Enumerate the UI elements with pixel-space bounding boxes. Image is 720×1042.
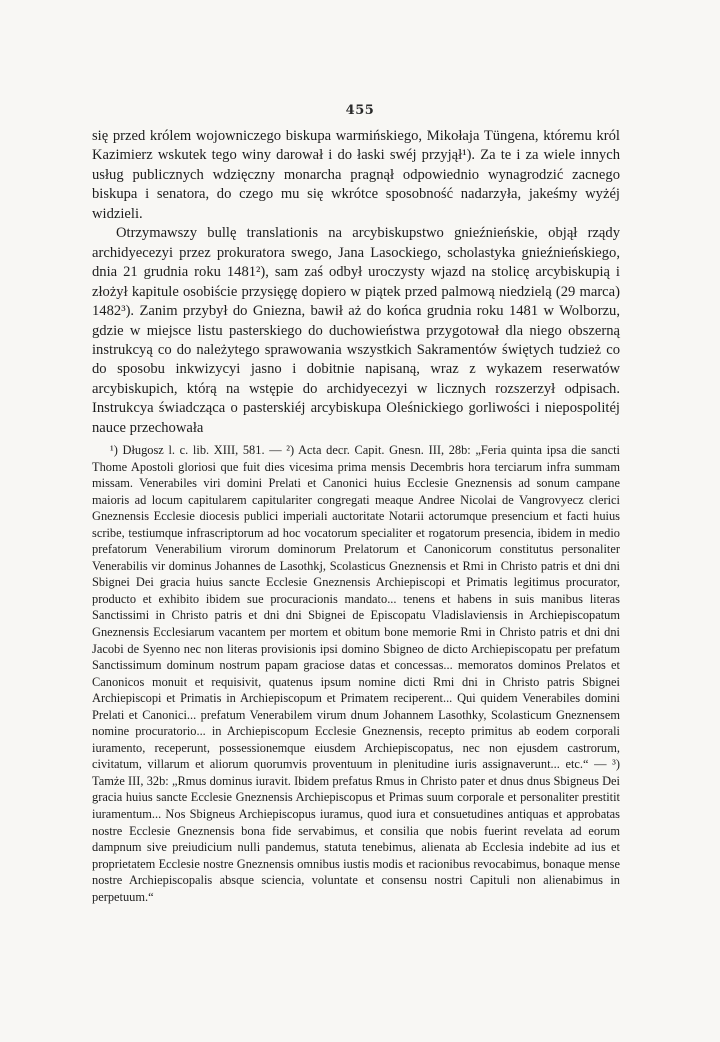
paragraph-continuation: się przed królem wojowniczego biskupa warmińskiego, Mikołaja Tüngena, któremu król Kazimierz wskutek tego winy darował i do łaski swéj przyjął¹). Za te i za wiele innych usług publicznych wdzięczny monarcha pragnął odpowiednio wynagrodzić zacnego biskupa i senatora, do czego mu się wkrótce sposobność nadarzyła, jakeśmy wyżéj widzieli. — [92, 128, 620, 222]
footnote-text: ¹) Długosz l. c. lib. XIII, 581. — ²) Acta decr. Capit. Gnesn. III, 28b: „Feria quinta ipsa die sancti Thome Apostoli gloriosi que fuit dies vicesima prima mensis Decembris hora terciarum infra summam missam. Venerabiles viri domini Prelati et Canonici huius Ecclesie Gneznensis ad sonum campane maioris ad locum capitularem capitulariter congregati meaque Andree Nicolai de Vangrovyecz clerici Gneznensis Ecclesie diocesis publici imperiali auctoritate Notarii actorumque presencium et facti huius scribe, testiumque infrascriptorum ad hoc vocatorum specialiter et rogatorum presencia, ibidem in medio prefatorum Venerabilium virorum dominorum Prelatorum et Canonicorum constitutus personaliter Venerabilis vir dominus Johannes de Lasothkj, Scolasticus Gneznensis et Rmi in Christo patris et dni dni Sbignei Dei gracia huius sancte Ecclesie Gneznensis Archiepiscopi et Primatis legitimus procurator, producto et exhibito ibidem sue procuracionis mandato... tenens et habens in suis manibus literas Sanctissimi in Christo patris et dni dni Sbignei de Episcopatu Vladislaviensis in Archiepiscopatum Gneznensis Ecclesiarum vacantem per mortem et obitum bone memorie Rmi in Christo patris et dni dni Jacobi de Syenno nec non literas provisionis ipsi domino Sbigneo de dicto Archiepiscopatu per prefatum Sanctissimum dominum nostrum papam graciose datas et concessas... memoratos dominos Prelatos et Canonicos monuit et requisivit, quatenus ipsum nomine dicti Rmi dni in Christo patris Sbignei Archiepiscopi et Primatis in Archiepiscopum et Primatem reciperent... Qui quidem Venerabiles domini Prelati et Canonici... prefatum Venerabilem virum dnum Johannem Lasothky, Scolasticum Gneznensem nomine procuratorio... in Archiepiscopum Ecclesie Gneznensis, recepto primitus ab eodem corporali iuramento, receperunt, possessionemque eiusdem Archiepiscopatus, nec non ejusdem castrorum, civitatum, villarum et aliorum quorumvis proventuum in plenitudine iuris assignaverunt... etc.“ — ³) Tamże III, 32b: „Rmus dominus iuravit. Ibidem prefatus Rmus in Christo pater et dnus dnus Sbigneus Dei gracia huius sancte Ecclesie Gneznensis Archiepiscopus et Primas suum corporale et personaliter prestitit iuramentum... Nos Sbigneus Archiepiscopus iuramus, quod iura et consuetudines antiquas et approbatas nostre Ecclesie Gneznensis bona fide servabimus, et consilia que nobis fuerint revelata ad eorum dampnum sive preiudicium nulli pandemus, statuta tenebimus, alienata ab Ecclesia indebite ad ius et proprietatem Ecclesie nostre Gneznensis omnibus iustis modis et racionibus revocabimus, bonaque mense nostre Archiepiscopalis absque sciencia, voluntate et consensu nostri Capituli non alienabimus in perpetuum.“ — [92, 443, 620, 904]
footnotes — [92, 442, 620, 905]
paragraph-translation: Otrzymawszy bullę translationis na arcybiskupstwo gnieźnieńskie, objął rządy archidyecezyi przez prokuratora swego, Jana Lasockiego, scholastyka gnieźnieńskiego, dnia 21 grudnia roku 1481²), sam zaś odbył uroczysty wjazd na stolicę arcybiskupią i złożył kapitule osobiście przysięgę dopiero w piątek przed palmową niedzielą (29 marca) 1482³). Zanim przybył do Gniezna, bawił aż do końca grudnia roku 1481 w Wolborzu, gdzie w miejsce listu pasterskiego do duchowieństwa przygotował dla niego obszerną instrukcyą co do należytego sprawowania wszystkich Sakramentów świętych tudzież co do sposobu inkwizycyi jasno i dobitnie napisaną, wraz z wykazem reserwatów arcybiskupich, którą na wstępie do archidyecezyi w licznych rozszerzył odpisach. Instrukcya świadcząca o pasterskiéj arcybiskupa Oleśnickiego gorliwości i niepospolitéj nauce przechowała — [92, 225, 620, 436]
main-text — [92, 127, 620, 438]
page-number: 455 — [345, 103, 375, 118]
